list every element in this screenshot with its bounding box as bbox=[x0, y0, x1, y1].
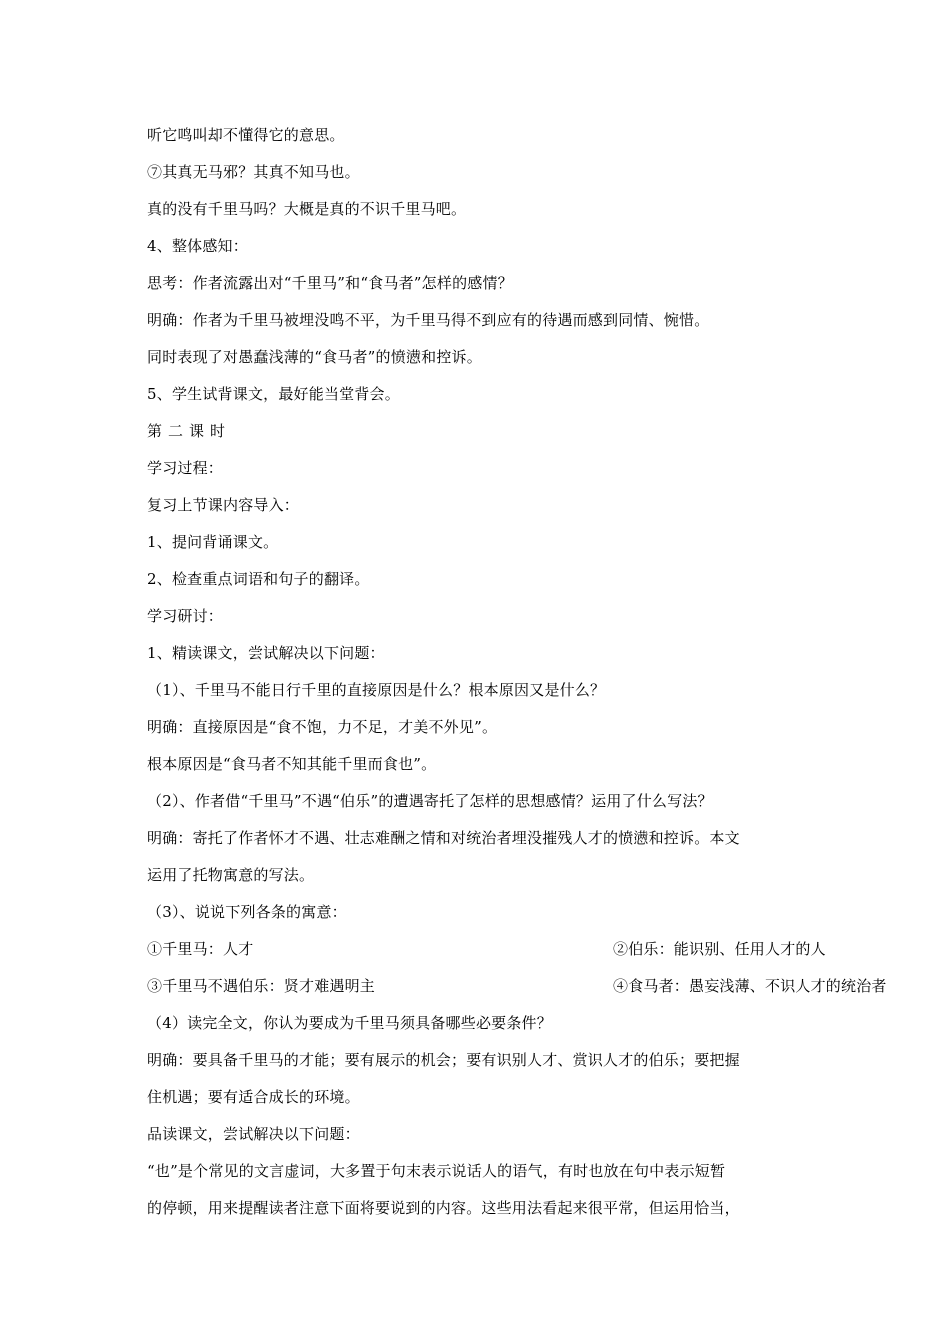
text-line: 根本原因是“食马者不知其能千里而食也”。 bbox=[147, 755, 437, 773]
meaning-item: ④食马者：愚妄浅薄、不识人才的统治者 bbox=[613, 977, 887, 995]
text-line: 明确：直接原因是“食不饱，力不足，才美不外见”。 bbox=[147, 718, 498, 736]
section-heading: 第二课时 bbox=[147, 422, 232, 440]
text-line: （3）、说说下列各条的寓意： bbox=[147, 903, 347, 921]
text-line: 学习研讨： bbox=[147, 607, 224, 625]
text-line: 同时表现了对愚蠢浅薄的“食马者”的愤懑和控诉。 bbox=[147, 348, 482, 366]
meaning-item: ①千里马：人才 bbox=[147, 940, 254, 958]
text-line: 4、整体感知： bbox=[147, 237, 248, 255]
text-line: ⑦其真无马邪？其真不知马也。 bbox=[147, 163, 360, 181]
text-line: 学习过程： bbox=[147, 459, 224, 477]
text-line: 明确：要具备千里马的才能；要有展示的机会；要有识别人才、赏识人才的伯乐；要把握 bbox=[147, 1051, 740, 1069]
text-line: 明确：作者为千里马被埋没鸣不平，为千里马得不到应有的待遇而感到同情、惋惜。 bbox=[147, 311, 710, 329]
text-line: （2）、作者借“千里马”不遇“伯乐”的遭遇寄托了怎样的思想感情？运用了什么写法？ bbox=[147, 792, 713, 810]
text-line: 真的没有千里马吗？大概是真的不识千里马吧。 bbox=[147, 200, 467, 218]
text-line: 品读课文，尝试解决以下问题： bbox=[147, 1125, 360, 1143]
text-line: 5、学生试背课文，最好能当堂背会。 bbox=[147, 385, 400, 403]
text-line: 明确：寄托了作者怀才不遇、壮志难酬之情和对统治者埋没摧残人才的愤懑和控诉。本文 bbox=[147, 829, 740, 847]
text-line: 听它鸣叫却不懂得它的意思。 bbox=[147, 126, 345, 144]
text-line: 1、精读课文，尝试解决以下问题： bbox=[147, 644, 385, 662]
text-line: 2、检查重点词语和句子的翻译。 bbox=[147, 570, 370, 588]
text-line: 运用了托物寓意的写法。 bbox=[147, 866, 315, 884]
text-line: （1）、千里马不能日行千里的直接原因是什么？根本原因又是什么？ bbox=[147, 681, 606, 699]
text-line: 的停顿，用来提醒读者注意下面将要说到的内容。这些用法看起来很平常，但运用恰当， bbox=[147, 1199, 740, 1217]
meaning-item: ③千里马不遇伯乐：贤才难遇明主 bbox=[147, 977, 376, 995]
text-line: 思考：作者流露出对“千里马”和“食马者”怎样的感情？ bbox=[147, 274, 513, 292]
text-line: 复习上节课内容导入： bbox=[147, 496, 300, 514]
text-line: “也”是个常见的文言虚词，大多置于句末表示说话人的语气，有时也放在句中表示短暂 bbox=[147, 1162, 726, 1180]
meaning-row bbox=[147, 976, 887, 996]
text-line: 住机遇；要有适合成长的环境。 bbox=[147, 1088, 360, 1106]
meaning-item: ②伯乐：能识别、任用人才的人 bbox=[613, 940, 826, 958]
text-line: 1、提问背诵课文。 bbox=[147, 533, 279, 551]
text-line: （4）读完全文，你认为要成为千里马须具备哪些必要条件？ bbox=[147, 1014, 552, 1032]
meaning-row bbox=[147, 939, 826, 959]
